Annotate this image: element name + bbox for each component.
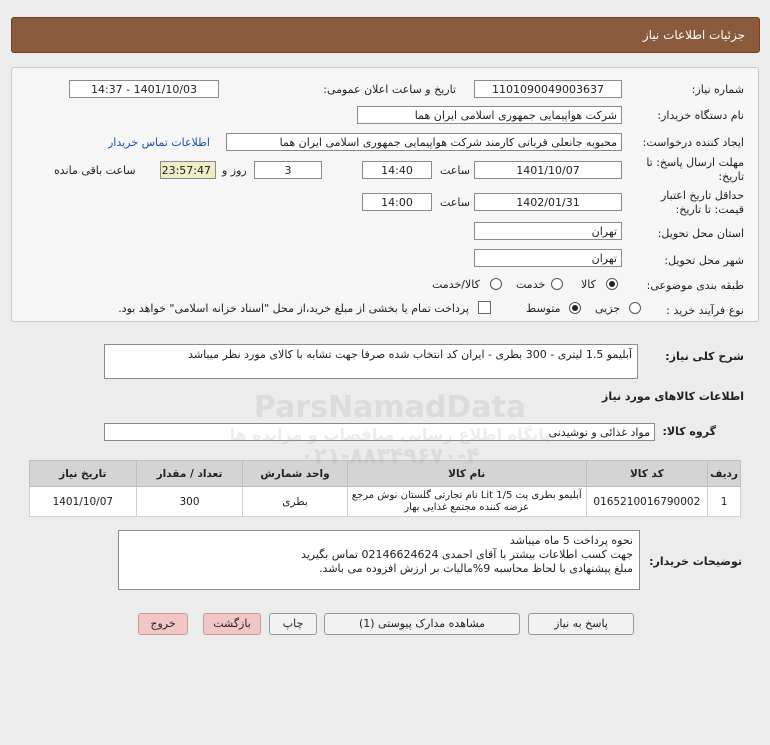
category-radio-service[interactable] bbox=[551, 278, 563, 290]
city-label: شهر محل تحویل: bbox=[664, 254, 744, 267]
validity-date-field: 1402/01/31 bbox=[474, 193, 622, 211]
category-option-goods: کالا bbox=[581, 278, 596, 291]
process-option-minor: جزیی bbox=[595, 302, 621, 315]
validity-label: حداقل تاریخ اعتبار bbox=[660, 189, 744, 202]
process-radio-medium[interactable] bbox=[569, 302, 581, 314]
process-option-medium: متوسط bbox=[526, 302, 561, 315]
province-label: استان محل تحویل: bbox=[657, 227, 744, 240]
goods-group-label: گروه کالا: bbox=[662, 425, 716, 438]
remaining-label: ساعت باقی مانده bbox=[54, 164, 136, 177]
requester-field: محبوبه جانعلی قربانی کارمند شرکت هواپیمایی جمهوری اسلامی ایران هما bbox=[226, 133, 622, 151]
print-button[interactable]: چاپ bbox=[269, 613, 317, 635]
need-number-field: 1101090049003637 bbox=[474, 80, 622, 98]
validity-time-label: ساعت bbox=[440, 196, 470, 209]
watermark-brand: ParsNamadData bbox=[253, 390, 527, 425]
buyer-note-line: مبلغ پیشنهادی با لحاظ محاسبه 9%مالیات بر ارزش افزوده می باشد. bbox=[319, 562, 633, 575]
buyer-org-label: نام دستگاه خریدار: bbox=[657, 109, 744, 122]
category-radio-both[interactable] bbox=[490, 278, 502, 290]
remaining-time-field: 23:57:47 bbox=[160, 161, 216, 179]
days-field: 3 bbox=[254, 161, 322, 179]
buyer-note-line: نحوه پرداخت 5 ماه میباشد bbox=[509, 534, 633, 547]
attachments-button[interactable]: مشاهده مدارک پیوستی (1) bbox=[324, 613, 520, 635]
goods-section-title: اطلاعات کالاهای مورد نیاز bbox=[602, 390, 744, 403]
page-title: جزئیات اطلاعات نیاز bbox=[642, 28, 745, 42]
announce-field: 1401/10/03 - 14:37 bbox=[69, 80, 219, 98]
goods-table bbox=[29, 460, 741, 517]
exit-button[interactable]: خروج bbox=[138, 613, 188, 635]
cell-code: 0165210016790002 bbox=[586, 487, 707, 517]
goods-table-header bbox=[30, 461, 741, 487]
category-radio-goods[interactable] bbox=[606, 278, 618, 290]
treasury-checkbox[interactable] bbox=[478, 301, 491, 314]
description-field: آبلیمو 1.5 لیتری - 300 بطری - ایران کد انتخاب شده صرفا جهت تشابه با کالای مورد نظر میباشد bbox=[104, 344, 638, 379]
page-header bbox=[11, 17, 760, 53]
col-date: تاریخ نیاز bbox=[30, 461, 137, 487]
process-label: نوع فرآیند خرید : bbox=[666, 304, 744, 317]
buyer-org-field: شرکت هواپیمایی جمهوری اسلامی ایران هما bbox=[357, 106, 622, 124]
deadline-label-2: تاریخ: bbox=[718, 170, 744, 183]
reply-button[interactable]: پاسخ به نیاز bbox=[528, 613, 634, 635]
cell-row: 1 bbox=[708, 487, 741, 517]
goods-group-field: مواد غذائی و نوشیدنی bbox=[104, 423, 655, 441]
back-button[interactable]: بازگشت bbox=[203, 613, 261, 635]
watermark-phone: ۰۲۱-۸۸۳۴۹۶۷۰-۴ bbox=[300, 444, 480, 469]
process-radio-minor[interactable] bbox=[629, 302, 641, 314]
contact-info-link[interactable]: اطلاعات تماس خریدار bbox=[108, 136, 210, 149]
province-field: تهران bbox=[474, 222, 622, 240]
cell-unit: بطری bbox=[243, 487, 347, 517]
validity-time-field: 14:00 bbox=[362, 193, 432, 211]
table-row[interactable] bbox=[30, 487, 741, 517]
cell-date: 1401/10/07 bbox=[30, 487, 137, 517]
buyer-notes-label: توضیحات خریدار: bbox=[649, 555, 742, 568]
col-qty: تعداد / مقدار bbox=[136, 461, 243, 487]
deadline-date-field: 1401/10/07 bbox=[474, 161, 622, 179]
col-name: نام کالا bbox=[347, 461, 586, 487]
payment-note: پرداخت تمام یا بخشی از مبلغ خرید،از محل "اسناد خزانه اسلامی" خواهد بود. bbox=[118, 302, 469, 315]
need-number-label: شماره نیاز: bbox=[691, 83, 744, 96]
city-field: تهران bbox=[474, 249, 622, 267]
days-label: روز و bbox=[222, 164, 247, 177]
announce-label: تاریخ و ساعت اعلان عمومی: bbox=[323, 83, 456, 96]
col-row: ردیف bbox=[708, 461, 741, 487]
buyer-note-line: جهت کسب اطلاعات بیشتر با آقای احمدی 02146624624 تماس بگیرید bbox=[300, 548, 633, 561]
category-option-both: کالا/خدمت bbox=[432, 278, 480, 291]
col-unit: واحد شمارش bbox=[243, 461, 347, 487]
category-label: طبقه بندی موضوعی: bbox=[646, 279, 744, 292]
description-label: شرح کلی نیاز: bbox=[665, 350, 744, 363]
cell-name: آبلیمو بطری پت Lit 1/5 نام تجارتی گلستان نوش مرجع عرضه کننده مجتمع غذایی بهار bbox=[347, 487, 586, 517]
cell-qty: 300 bbox=[136, 487, 243, 517]
deadline-label: مهلت ارسال پاسخ: تا bbox=[646, 156, 744, 169]
category-option-service: خدمت bbox=[516, 278, 546, 291]
deadline-time-label: ساعت bbox=[440, 164, 470, 177]
validity-label-2: قیمت: تا تاریخ: bbox=[675, 203, 744, 216]
requester-label: ایجاد کننده درخواست: bbox=[642, 136, 744, 149]
col-code: کد کالا bbox=[586, 461, 707, 487]
deadline-time-field: 14:40 bbox=[362, 161, 432, 179]
buyer-notes-box bbox=[118, 530, 640, 590]
